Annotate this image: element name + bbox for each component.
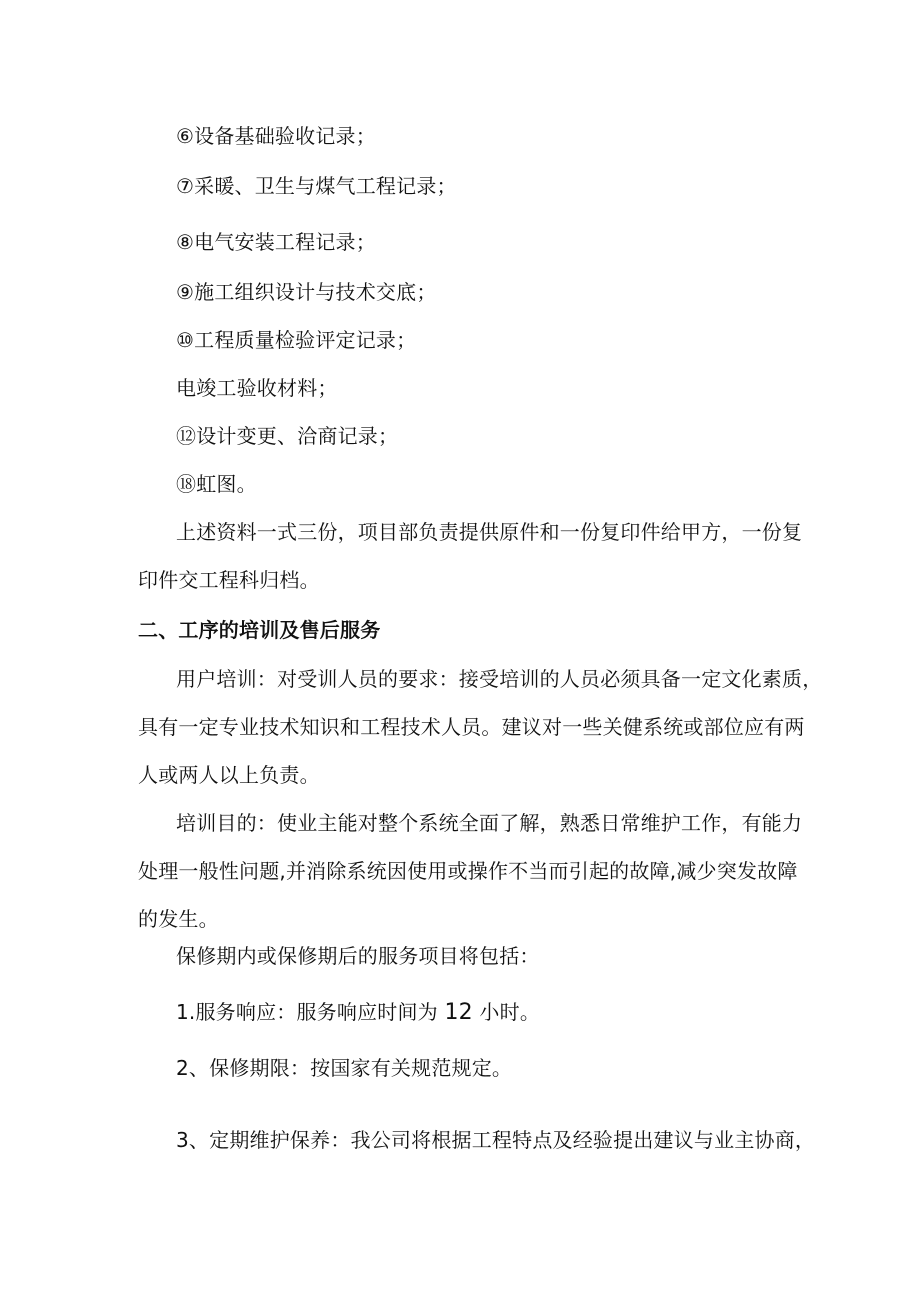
paragraph-line: 上述资料一式三份，项目部负责提供原件和一份复印件给甲方，一份复 xyxy=(176,520,803,544)
service-item-2: 2、保修期限：按国家有关规范规定。 xyxy=(176,1056,513,1080)
service-item-1-suffix: 小时。 xyxy=(479,1000,541,1024)
list-item: ⑩工程质量检验评定记录； xyxy=(176,328,417,352)
section-heading: 二、工序的培训及售后服务 xyxy=(138,618,381,642)
service-intro: 保修期内或保修期后的服务项目将包括： xyxy=(176,944,540,968)
list-item: ⑱虹图。 xyxy=(176,472,257,496)
paragraph-line: 培训目的：使业主能对整个系统全面了解，熟悉日常维护工作，有能力 xyxy=(176,811,803,835)
paragraph-line: 具有一定专业技术知识和工程技术人员。建议对一些关健系统或部位应有两 xyxy=(138,715,805,739)
list-item: ⑧电气安装工程记录； xyxy=(176,230,376,254)
service-item-1-prefix: 1.服务响应：服务响应时间为 xyxy=(176,1000,438,1024)
list-item: ⑨施工组织设计与技术交底； xyxy=(176,280,437,304)
response-hours: 12 xyxy=(444,1000,473,1025)
list-item: ⑫设计变更、洽商记录； xyxy=(176,424,399,448)
paragraph-line: 印件交工程科归档。 xyxy=(138,568,320,592)
list-item: ⑦采暖、卫生与煤气工程记录； xyxy=(176,174,457,198)
paragraph-line: 用户培训：对受训人员的要求：接受培训的人员必须具备一定文化素质， xyxy=(176,667,823,691)
list-item: ⑥设备基础验收记录； xyxy=(176,124,376,148)
paragraph-line: 处理一般性问题,并消除系统因使用或操作不当而引起的故障,减少突发故障 xyxy=(138,859,798,883)
service-item-3: 3、定期维护保养：我公司将根据工程特点及经验提出建议与业主协商， xyxy=(176,1128,816,1152)
list-item: 电竣工验收材料； xyxy=(176,376,338,400)
paragraph-line: 的发生。 xyxy=(138,907,219,931)
service-item-1 xyxy=(176,998,540,1027)
paragraph-line: 人或两人以上负责。 xyxy=(138,763,320,787)
